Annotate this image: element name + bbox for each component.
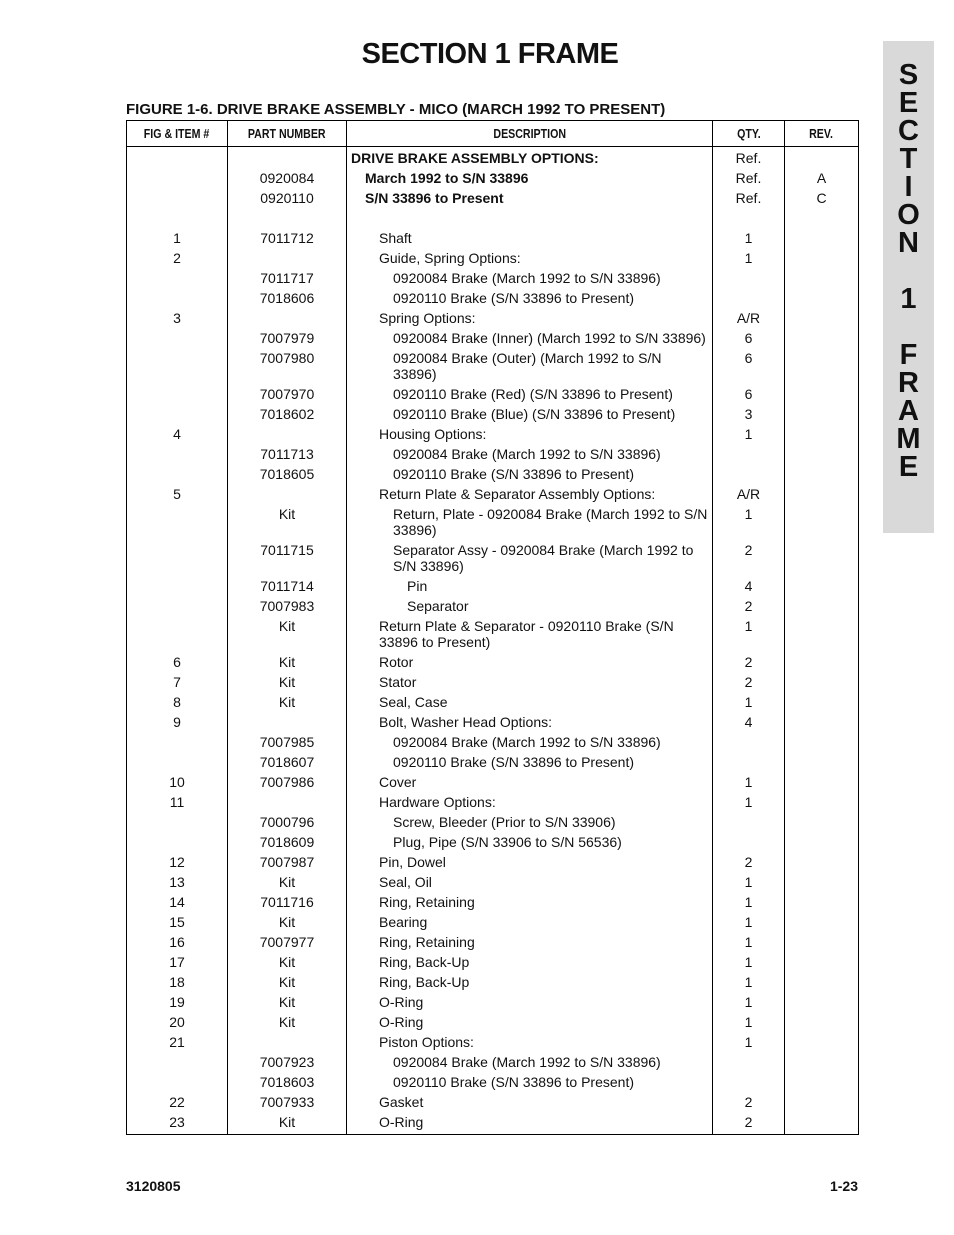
qty-cell: 2 bbox=[713, 1112, 785, 1135]
description-cell: Separator Assy - 0920084 Brake (March 1992 to S/N 33896) bbox=[347, 540, 713, 576]
rev-cell bbox=[785, 652, 859, 672]
fig-item-cell bbox=[127, 328, 228, 348]
fig-item-cell bbox=[127, 288, 228, 308]
fig-item-cell: 2 bbox=[127, 248, 228, 268]
table-row bbox=[127, 872, 859, 892]
side-tab-letter: T bbox=[899, 143, 918, 175]
table-row bbox=[127, 596, 859, 616]
figure-title: FIGURE 1-6. DRIVE BRAKE ASSEMBLY - MICO (MARCH 1992 TO PRESENT) bbox=[126, 101, 666, 118]
table-row bbox=[127, 616, 859, 652]
part-number-cell: Kit bbox=[228, 1012, 347, 1032]
rev-cell bbox=[785, 692, 859, 712]
rev-cell bbox=[785, 616, 859, 652]
qty-cell: 1 bbox=[713, 952, 785, 972]
fig-item-cell: 17 bbox=[127, 952, 228, 972]
table-row bbox=[127, 576, 859, 596]
table-row bbox=[127, 308, 859, 328]
fig-item-cell: 3 bbox=[127, 308, 228, 328]
column-header-rev: REV. bbox=[785, 121, 859, 147]
description-cell: DRIVE BRAKE ASSEMBLY OPTIONS: bbox=[347, 147, 713, 169]
side-tab-letter: M bbox=[896, 423, 921, 455]
part-number-cell: Kit bbox=[228, 992, 347, 1012]
page-number: 1-23 bbox=[829, 1178, 858, 1194]
part-number-cell: Kit bbox=[228, 872, 347, 892]
fig-item-cell bbox=[127, 504, 228, 540]
side-tab-letter: F bbox=[899, 339, 918, 371]
qty-cell: 4 bbox=[713, 576, 785, 596]
description-cell: Seal, Case bbox=[347, 692, 713, 712]
fig-item-cell bbox=[127, 752, 228, 772]
table-row bbox=[127, 1052, 859, 1072]
description-cell: Hardware Options: bbox=[347, 792, 713, 812]
description-cell: March 1992 to S/N 33896 bbox=[347, 168, 713, 188]
table-row bbox=[127, 348, 859, 384]
qty-cell: 2 bbox=[713, 672, 785, 692]
side-tab-letter: S bbox=[898, 59, 919, 91]
qty-cell: 1 bbox=[713, 992, 785, 1012]
table-row bbox=[127, 1012, 859, 1032]
fig-item-cell: 14 bbox=[127, 892, 228, 912]
description-cell: 0920084 Brake (March 1992 to S/N 33896) bbox=[347, 444, 713, 464]
rev-cell bbox=[785, 288, 859, 308]
table-row bbox=[127, 540, 859, 576]
table-row bbox=[127, 288, 859, 308]
fig-item-cell bbox=[127, 188, 228, 208]
table-row bbox=[127, 772, 859, 792]
table-row bbox=[127, 892, 859, 912]
table-row bbox=[127, 424, 859, 444]
part-number-cell: 7011716 bbox=[228, 892, 347, 912]
part-number-cell: 7011717 bbox=[228, 268, 347, 288]
table-row bbox=[127, 972, 859, 992]
qty-cell bbox=[713, 812, 785, 832]
rev-cell bbox=[785, 484, 859, 504]
rev-cell: C bbox=[785, 188, 859, 208]
rev-cell bbox=[785, 972, 859, 992]
table-row bbox=[127, 932, 859, 952]
qty-cell: 1 bbox=[713, 872, 785, 892]
fig-item-cell bbox=[127, 348, 228, 384]
rev-cell bbox=[785, 248, 859, 268]
part-number-cell: 7018607 bbox=[228, 752, 347, 772]
qty-cell: 1 bbox=[713, 912, 785, 932]
part-number-cell: 7018602 bbox=[228, 404, 347, 424]
fig-item-cell: 20 bbox=[127, 1012, 228, 1032]
part-number-cell bbox=[228, 1032, 347, 1052]
rev-cell bbox=[785, 732, 859, 752]
qty-cell: 2 bbox=[713, 652, 785, 672]
qty-cell bbox=[713, 832, 785, 852]
description-cell: Ring, Back-Up bbox=[347, 952, 713, 972]
table-row bbox=[127, 1092, 859, 1112]
description-cell: Seal, Oil bbox=[347, 872, 713, 892]
table-row bbox=[127, 147, 859, 169]
side-tab-letter: I bbox=[904, 171, 913, 203]
rev-cell bbox=[785, 1072, 859, 1092]
document-number: 3120805 bbox=[126, 1178, 181, 1194]
rev-cell bbox=[785, 404, 859, 424]
parts-table-body bbox=[127, 147, 859, 1135]
part-number-cell bbox=[228, 424, 347, 444]
table-row bbox=[127, 188, 859, 208]
table-row bbox=[127, 712, 859, 732]
fig-item-cell bbox=[127, 464, 228, 484]
rev-cell bbox=[785, 228, 859, 248]
qty-cell bbox=[713, 732, 785, 752]
rev-cell bbox=[785, 832, 859, 852]
part-number-cell: 0920084 bbox=[228, 168, 347, 188]
column-header-qty: QTY. bbox=[713, 121, 785, 147]
fig-item-cell: 5 bbox=[127, 484, 228, 504]
qty-cell: 1 bbox=[713, 616, 785, 652]
table-row bbox=[127, 852, 859, 872]
description-cell: Ring, Back-Up bbox=[347, 972, 713, 992]
qty-cell: 1 bbox=[713, 1012, 785, 1032]
description-cell: 0920084 Brake (Outer) (March 1992 to S/N 33896) bbox=[347, 348, 713, 384]
table-row bbox=[127, 832, 859, 852]
fig-item-cell bbox=[127, 540, 228, 576]
fig-item-cell: 10 bbox=[127, 772, 228, 792]
part-number-cell bbox=[228, 308, 347, 328]
qty-cell bbox=[713, 1052, 785, 1072]
table-row bbox=[127, 484, 859, 504]
fig-item-cell: 7 bbox=[127, 672, 228, 692]
part-number-cell: 7000796 bbox=[228, 812, 347, 832]
fig-item-cell: 6 bbox=[127, 652, 228, 672]
qty-cell: 1 bbox=[713, 772, 785, 792]
description-cell: 0920110 Brake (S/N 33896 to Present) bbox=[347, 1072, 713, 1092]
qty-cell: 2 bbox=[713, 852, 785, 872]
side-tab-letter: E bbox=[898, 87, 919, 119]
qty-cell: 1 bbox=[713, 932, 785, 952]
fig-item-cell: 23 bbox=[127, 1112, 228, 1135]
qty-cell: 6 bbox=[713, 348, 785, 384]
column-header-description: DESCRIPTION bbox=[347, 121, 713, 147]
table-row bbox=[127, 672, 859, 692]
part-number-cell: 7007923 bbox=[228, 1052, 347, 1072]
part-number-cell: 7007986 bbox=[228, 772, 347, 792]
description-cell: Bearing bbox=[347, 912, 713, 932]
description-cell: Bolt, Washer Head Options: bbox=[347, 712, 713, 732]
description-cell: Pin bbox=[347, 576, 713, 596]
rev-cell bbox=[785, 892, 859, 912]
fig-item-cell: 9 bbox=[127, 712, 228, 732]
qty-cell bbox=[713, 288, 785, 308]
qty-cell bbox=[713, 752, 785, 772]
qty-cell: A/R bbox=[713, 308, 785, 328]
description-cell: 0920110 Brake (S/N 33896 to Present) bbox=[347, 464, 713, 484]
rev-cell bbox=[785, 772, 859, 792]
description-cell: 0920084 Brake (March 1992 to S/N 33896) bbox=[347, 268, 713, 288]
table-row bbox=[127, 792, 859, 812]
description-cell: Plug, Pipe (S/N 33906 to S/N 56536) bbox=[347, 832, 713, 852]
part-number-cell: Kit bbox=[228, 912, 347, 932]
fig-item-cell: 4 bbox=[127, 424, 228, 444]
qty-cell: Ref. bbox=[713, 147, 785, 169]
table-row bbox=[127, 692, 859, 712]
fig-item-cell: 21 bbox=[127, 1032, 228, 1052]
qty-cell: 1 bbox=[713, 792, 785, 812]
part-number-cell: 7007979 bbox=[228, 328, 347, 348]
rev-cell bbox=[785, 1032, 859, 1052]
description-cell: 0920110 Brake (Red) (S/N 33896 to Present) bbox=[347, 384, 713, 404]
side-tab-letter: E bbox=[898, 451, 919, 483]
rev-cell bbox=[785, 872, 859, 892]
part-number-cell: Kit bbox=[228, 672, 347, 692]
table-row bbox=[127, 652, 859, 672]
table-row bbox=[127, 1112, 859, 1135]
description-cell: O-Ring bbox=[347, 992, 713, 1012]
rev-cell bbox=[785, 932, 859, 952]
fig-item-cell: 19 bbox=[127, 992, 228, 1012]
part-number-cell: 7011712 bbox=[228, 228, 347, 248]
part-number-cell: 7007977 bbox=[228, 932, 347, 952]
parts-table bbox=[126, 120, 859, 1135]
fig-item-cell bbox=[127, 168, 228, 188]
rev-cell bbox=[785, 147, 859, 169]
part-number-cell: 7007987 bbox=[228, 852, 347, 872]
side-tab-letter: O bbox=[897, 199, 920, 231]
table-row bbox=[127, 268, 859, 288]
fig-item-cell bbox=[127, 147, 228, 169]
rev-cell bbox=[785, 444, 859, 464]
description-cell: Guide, Spring Options: bbox=[347, 248, 713, 268]
rev-cell bbox=[785, 540, 859, 576]
rev-cell bbox=[785, 1012, 859, 1032]
table-row bbox=[127, 952, 859, 972]
rev-cell bbox=[785, 992, 859, 1012]
column-header-fig-item: FIG & ITEM # bbox=[127, 121, 228, 147]
qty-cell: 1 bbox=[713, 424, 785, 444]
side-tab-letter: N bbox=[898, 227, 919, 259]
rev-cell bbox=[785, 812, 859, 832]
part-number-cell: Kit bbox=[228, 616, 347, 652]
qty-cell bbox=[713, 268, 785, 288]
part-number-cell bbox=[228, 484, 347, 504]
qty-cell: 1 bbox=[713, 692, 785, 712]
description-cell: 0920110 Brake (S/N 33896 to Present) bbox=[347, 288, 713, 308]
page-title: SECTION 1 FRAME bbox=[361, 38, 619, 70]
qty-cell: 2 bbox=[713, 540, 785, 576]
part-number-cell: 7011714 bbox=[228, 576, 347, 596]
rev-cell bbox=[785, 792, 859, 812]
part-number-cell bbox=[228, 712, 347, 732]
description-cell: Return, Plate - 0920084 Brake (March 1992 to S/N 33896) bbox=[347, 504, 713, 540]
qty-cell: 1 bbox=[713, 248, 785, 268]
rev-cell bbox=[785, 384, 859, 404]
fig-item-cell: 22 bbox=[127, 1092, 228, 1112]
fig-item-cell bbox=[127, 596, 228, 616]
table-row bbox=[127, 464, 859, 484]
rev-cell bbox=[785, 348, 859, 384]
table-row bbox=[127, 1072, 859, 1092]
fig-item-cell: 16 bbox=[127, 932, 228, 952]
table-row bbox=[127, 248, 859, 268]
part-number-cell: 7007983 bbox=[228, 596, 347, 616]
fig-item-cell bbox=[127, 616, 228, 652]
rev-cell bbox=[785, 672, 859, 692]
description-cell: Piston Options: bbox=[347, 1032, 713, 1052]
side-tab-letter: A bbox=[898, 395, 919, 427]
rev-cell bbox=[785, 712, 859, 732]
table-spacer-row bbox=[127, 208, 859, 228]
qty-cell: 4 bbox=[713, 712, 785, 732]
fig-item-cell: 11 bbox=[127, 792, 228, 812]
description-cell: Return Plate & Separator Assembly Options: bbox=[347, 484, 713, 504]
fig-item-cell bbox=[127, 444, 228, 464]
rev-cell bbox=[785, 328, 859, 348]
fig-item-cell: 15 bbox=[127, 912, 228, 932]
table-row bbox=[127, 168, 859, 188]
fig-item-cell bbox=[127, 384, 228, 404]
fig-item-cell: 12 bbox=[127, 852, 228, 872]
description-cell: Pin, Dowel bbox=[347, 852, 713, 872]
rev-cell bbox=[785, 1112, 859, 1135]
qty-cell bbox=[713, 464, 785, 484]
table-row bbox=[127, 384, 859, 404]
fig-item-cell bbox=[127, 812, 228, 832]
table-row bbox=[127, 752, 859, 772]
description-cell: 0920084 Brake (Inner) (March 1992 to S/N 33896) bbox=[347, 328, 713, 348]
fig-item-cell bbox=[127, 268, 228, 288]
description-cell: 0920110 Brake (Blue) (S/N 33896 to Present) bbox=[347, 404, 713, 424]
table-row bbox=[127, 992, 859, 1012]
side-tab-letter: 1 bbox=[900, 283, 917, 315]
rev-cell bbox=[785, 952, 859, 972]
table-row bbox=[127, 504, 859, 540]
part-number-cell: 0920110 bbox=[228, 188, 347, 208]
description-cell: Screw, Bleeder (Prior to S/N 33906) bbox=[347, 812, 713, 832]
rev-cell: A bbox=[785, 168, 859, 188]
fig-item-cell bbox=[127, 404, 228, 424]
part-number-cell: Kit bbox=[228, 652, 347, 672]
qty-cell: 6 bbox=[713, 328, 785, 348]
part-number-cell: 7007980 bbox=[228, 348, 347, 384]
fig-item-cell: 18 bbox=[127, 972, 228, 992]
rev-cell bbox=[785, 464, 859, 484]
fig-item-cell bbox=[127, 1072, 228, 1092]
table-row bbox=[127, 732, 859, 752]
qty-cell: Ref. bbox=[713, 168, 785, 188]
description-cell: Housing Options: bbox=[347, 424, 713, 444]
qty-cell: 1 bbox=[713, 228, 785, 248]
part-number-cell: 7007985 bbox=[228, 732, 347, 752]
rev-cell bbox=[785, 576, 859, 596]
part-number-cell: 7011713 bbox=[228, 444, 347, 464]
side-tab-letter: R bbox=[898, 367, 919, 399]
rev-cell bbox=[785, 504, 859, 540]
part-number-cell: 7007970 bbox=[228, 384, 347, 404]
qty-cell bbox=[713, 1072, 785, 1092]
qty-cell: Ref. bbox=[713, 188, 785, 208]
table-row bbox=[127, 228, 859, 248]
rev-cell bbox=[785, 596, 859, 616]
part-number-cell: 7018609 bbox=[228, 832, 347, 852]
table-row bbox=[127, 1032, 859, 1052]
part-number-cell: Kit bbox=[228, 504, 347, 540]
part-number-cell: Kit bbox=[228, 1112, 347, 1135]
fig-item-cell: 8 bbox=[127, 692, 228, 712]
description-cell: 0920084 Brake (March 1992 to S/N 33896) bbox=[347, 732, 713, 752]
description-cell: Rotor bbox=[347, 652, 713, 672]
table-header-row bbox=[127, 121, 859, 147]
part-number-cell bbox=[228, 248, 347, 268]
description-cell: Spring Options: bbox=[347, 308, 713, 328]
description-cell: Gasket bbox=[347, 1092, 713, 1112]
rev-cell bbox=[785, 424, 859, 444]
qty-cell: 6 bbox=[713, 384, 785, 404]
qty-cell: 3 bbox=[713, 404, 785, 424]
rev-cell bbox=[785, 912, 859, 932]
rev-cell bbox=[785, 308, 859, 328]
qty-cell: 2 bbox=[713, 1092, 785, 1112]
part-number-cell: 7011715 bbox=[228, 540, 347, 576]
rev-cell bbox=[785, 1052, 859, 1072]
qty-cell: 1 bbox=[713, 504, 785, 540]
fig-item-cell bbox=[127, 832, 228, 852]
rev-cell bbox=[785, 268, 859, 288]
part-number-cell: Kit bbox=[228, 692, 347, 712]
qty-cell: A/R bbox=[713, 484, 785, 504]
fig-item-cell: 1 bbox=[127, 228, 228, 248]
rev-cell bbox=[785, 752, 859, 772]
part-number-cell: 7018606 bbox=[228, 288, 347, 308]
table-row bbox=[127, 328, 859, 348]
description-cell: 0920084 Brake (March 1992 to S/N 33896) bbox=[347, 1052, 713, 1072]
part-number-cell bbox=[228, 147, 347, 169]
fig-item-cell bbox=[127, 576, 228, 596]
part-number-cell: 7018605 bbox=[228, 464, 347, 484]
description-cell: O-Ring bbox=[347, 1112, 713, 1135]
description-cell: Return Plate & Separator - 0920110 Brake (S/N 33896 to Present) bbox=[347, 616, 713, 652]
fig-item-cell: 13 bbox=[127, 872, 228, 892]
description-cell: S/N 33896 to Present bbox=[347, 188, 713, 208]
qty-cell bbox=[713, 444, 785, 464]
part-number-cell: Kit bbox=[228, 972, 347, 992]
qty-cell: 1 bbox=[713, 892, 785, 912]
table-row bbox=[127, 812, 859, 832]
rev-cell bbox=[785, 1092, 859, 1112]
part-number-cell bbox=[228, 792, 347, 812]
table-row bbox=[127, 404, 859, 424]
description-cell: 0920110 Brake (S/N 33896 to Present) bbox=[347, 752, 713, 772]
qty-cell: 2 bbox=[713, 596, 785, 616]
qty-cell: 1 bbox=[713, 972, 785, 992]
side-tab-letter: C bbox=[898, 115, 919, 147]
qty-cell: 1 bbox=[713, 1032, 785, 1052]
description-cell: O-Ring bbox=[347, 1012, 713, 1032]
description-cell: Ring, Retaining bbox=[347, 932, 713, 952]
description-cell: Shaft bbox=[347, 228, 713, 248]
table-row bbox=[127, 912, 859, 932]
description-cell: Separator bbox=[347, 596, 713, 616]
fig-item-cell bbox=[127, 1052, 228, 1072]
part-number-cell: 7007933 bbox=[228, 1092, 347, 1112]
description-cell: Ring, Retaining bbox=[347, 892, 713, 912]
part-number-cell: 7018603 bbox=[228, 1072, 347, 1092]
fig-item-cell bbox=[127, 732, 228, 752]
table-row bbox=[127, 444, 859, 464]
column-header-part-number: PART NUMBER bbox=[228, 121, 347, 147]
part-number-cell: Kit bbox=[228, 952, 347, 972]
rev-cell bbox=[785, 852, 859, 872]
section-side-tab bbox=[883, 41, 934, 533]
description-cell: Cover bbox=[347, 772, 713, 792]
description-cell: Stator bbox=[347, 672, 713, 692]
